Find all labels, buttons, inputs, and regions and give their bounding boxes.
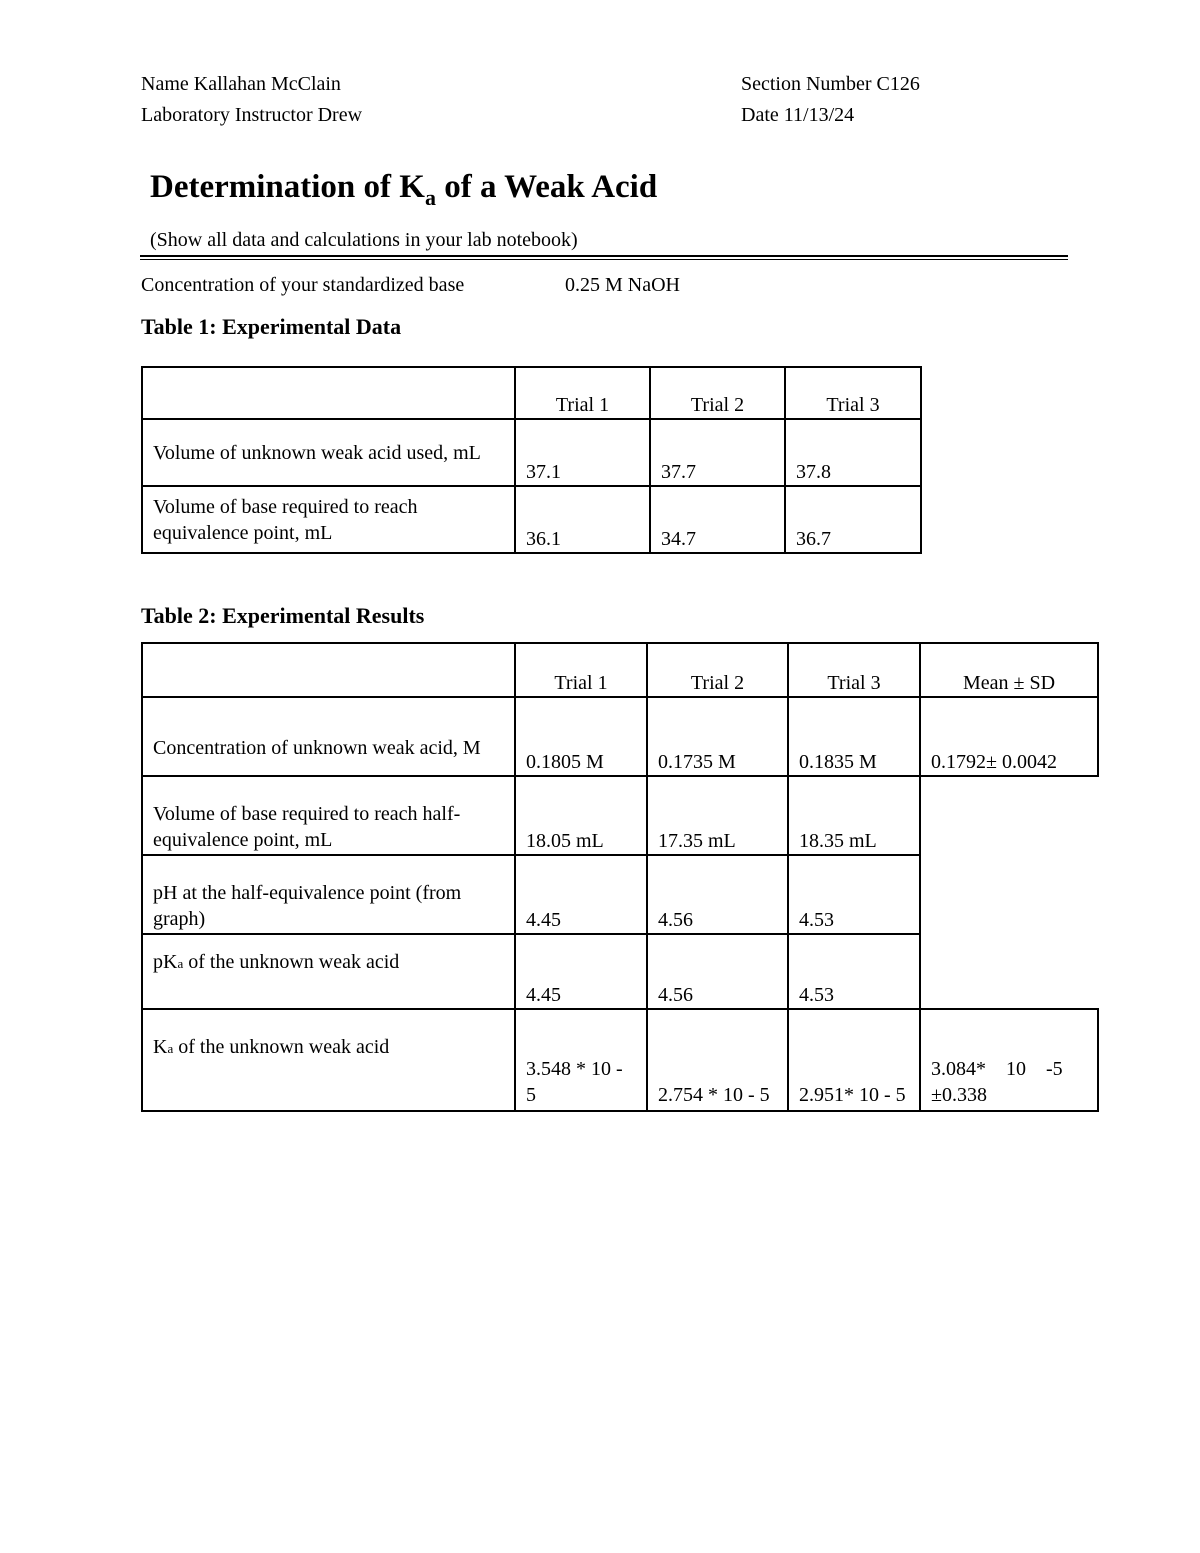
- lab-instructor: Laboratory Instructor Drew: [141, 104, 363, 126]
- header-cell: Trial 2: [650, 367, 785, 419]
- mean-sd-cell: 3.084* 10 -5 ±0.338: [920, 1009, 1098, 1111]
- empty-cell: [920, 776, 1098, 855]
- divider-line: [140, 255, 1068, 257]
- page-title: [150, 169, 657, 211]
- table-row: [142, 697, 1098, 776]
- table-cell: 34.7: [650, 486, 785, 553]
- report-date: Date 11/13/24: [741, 104, 855, 126]
- ka-label-sub: a: [167, 1041, 174, 1056]
- row-label: pH at the half-equivalence point (from graph): [142, 855, 515, 934]
- table-cell: 2.951* 10 - 5: [788, 1009, 920, 1111]
- table-cell: 37.8: [785, 419, 921, 486]
- table-cell: 0.1805 M: [515, 697, 647, 776]
- student-name: Name Kallahan McClain: [141, 73, 341, 95]
- table-cell: 37.7: [650, 419, 785, 486]
- table-cell: 36.1: [515, 486, 650, 553]
- header-cell: Trial 1: [515, 643, 647, 697]
- table-row: [142, 776, 1098, 855]
- row-label: Volume of base required to reach equivalence point, mL: [142, 486, 515, 553]
- table-cell: 37.1: [515, 419, 650, 486]
- empty-cell: [920, 855, 1098, 934]
- table-cell: 18.35 mL: [788, 776, 920, 855]
- table-cell: 4.56: [647, 855, 788, 934]
- table-cell: 36.7: [785, 486, 921, 553]
- mean-sd-cell: 0.1792± 0.0042: [920, 697, 1098, 776]
- header-cell: Mean ± SD: [920, 643, 1098, 697]
- experimental-data-table: [141, 366, 922, 554]
- empty-cell: [920, 934, 1098, 1009]
- table-cell: 0.1835 M: [788, 697, 920, 776]
- table-row: [142, 855, 1098, 934]
- title-suffix: of a Weak Acid: [435, 169, 658, 205]
- row-label: [142, 1009, 515, 1111]
- table-cell: 4.45: [515, 855, 647, 934]
- ka-label-suffix: of the unknown weak acid: [173, 1036, 390, 1058]
- row-label: Concentration of unknown weak acid, M: [142, 697, 515, 776]
- header-cell: Trial 2: [647, 643, 788, 697]
- table-header-row: [142, 643, 1098, 697]
- row-label: Volume of base required to reach half-equivalence point, mL: [142, 776, 515, 855]
- title-prefix: Determination of K: [150, 169, 425, 205]
- row-label: [142, 934, 515, 1009]
- table-cell: 4.53: [788, 855, 920, 934]
- table-cell: 4.53: [788, 934, 920, 1009]
- table-row: [142, 1009, 1098, 1111]
- base-concentration-value: 0.25 M NaOH: [565, 274, 680, 296]
- table-row: [142, 486, 921, 553]
- title-subscript: a: [424, 185, 436, 210]
- table-cell: 17.35 mL: [647, 776, 788, 855]
- table-cell: 3.548 * 10 - 5: [515, 1009, 647, 1111]
- header-cell: Trial 3: [785, 367, 921, 419]
- divider-line-thin: [140, 259, 1068, 260]
- pka-label-suffix: of the unknown weak acid: [183, 951, 400, 973]
- header-cell: Trial 3: [788, 643, 920, 697]
- table-cell: 0.1735 M: [647, 697, 788, 776]
- instruction-note: (Show all data and calculations in your lab notebook): [150, 229, 578, 251]
- table-header-row: [142, 367, 921, 419]
- base-concentration-label: Concentration of your standardized base: [141, 274, 465, 296]
- header-cell: [142, 367, 515, 419]
- row-label: Volume of unknown weak acid used, mL: [142, 419, 515, 486]
- table-cell: 2.754 * 10 - 5: [647, 1009, 788, 1111]
- header-cell: Trial 1: [515, 367, 650, 419]
- header-cell: [142, 643, 515, 697]
- table-cell: 18.05 mL: [515, 776, 647, 855]
- experimental-results-table: [141, 642, 1099, 1112]
- table-row: [142, 934, 1098, 1009]
- pka-label-sub: a: [177, 956, 184, 971]
- table-cell: 4.56: [647, 934, 788, 1009]
- table1-caption: Table 1: Experimental Data: [141, 314, 402, 339]
- section-number: Section Number C126: [741, 73, 920, 95]
- table-row: [142, 419, 921, 486]
- table2-caption: Table 2: Experimental Results: [141, 603, 425, 628]
- pka-label-prefix: pK: [153, 951, 178, 973]
- ka-label-prefix: K: [153, 1036, 168, 1058]
- table-cell: 4.45: [515, 934, 647, 1009]
